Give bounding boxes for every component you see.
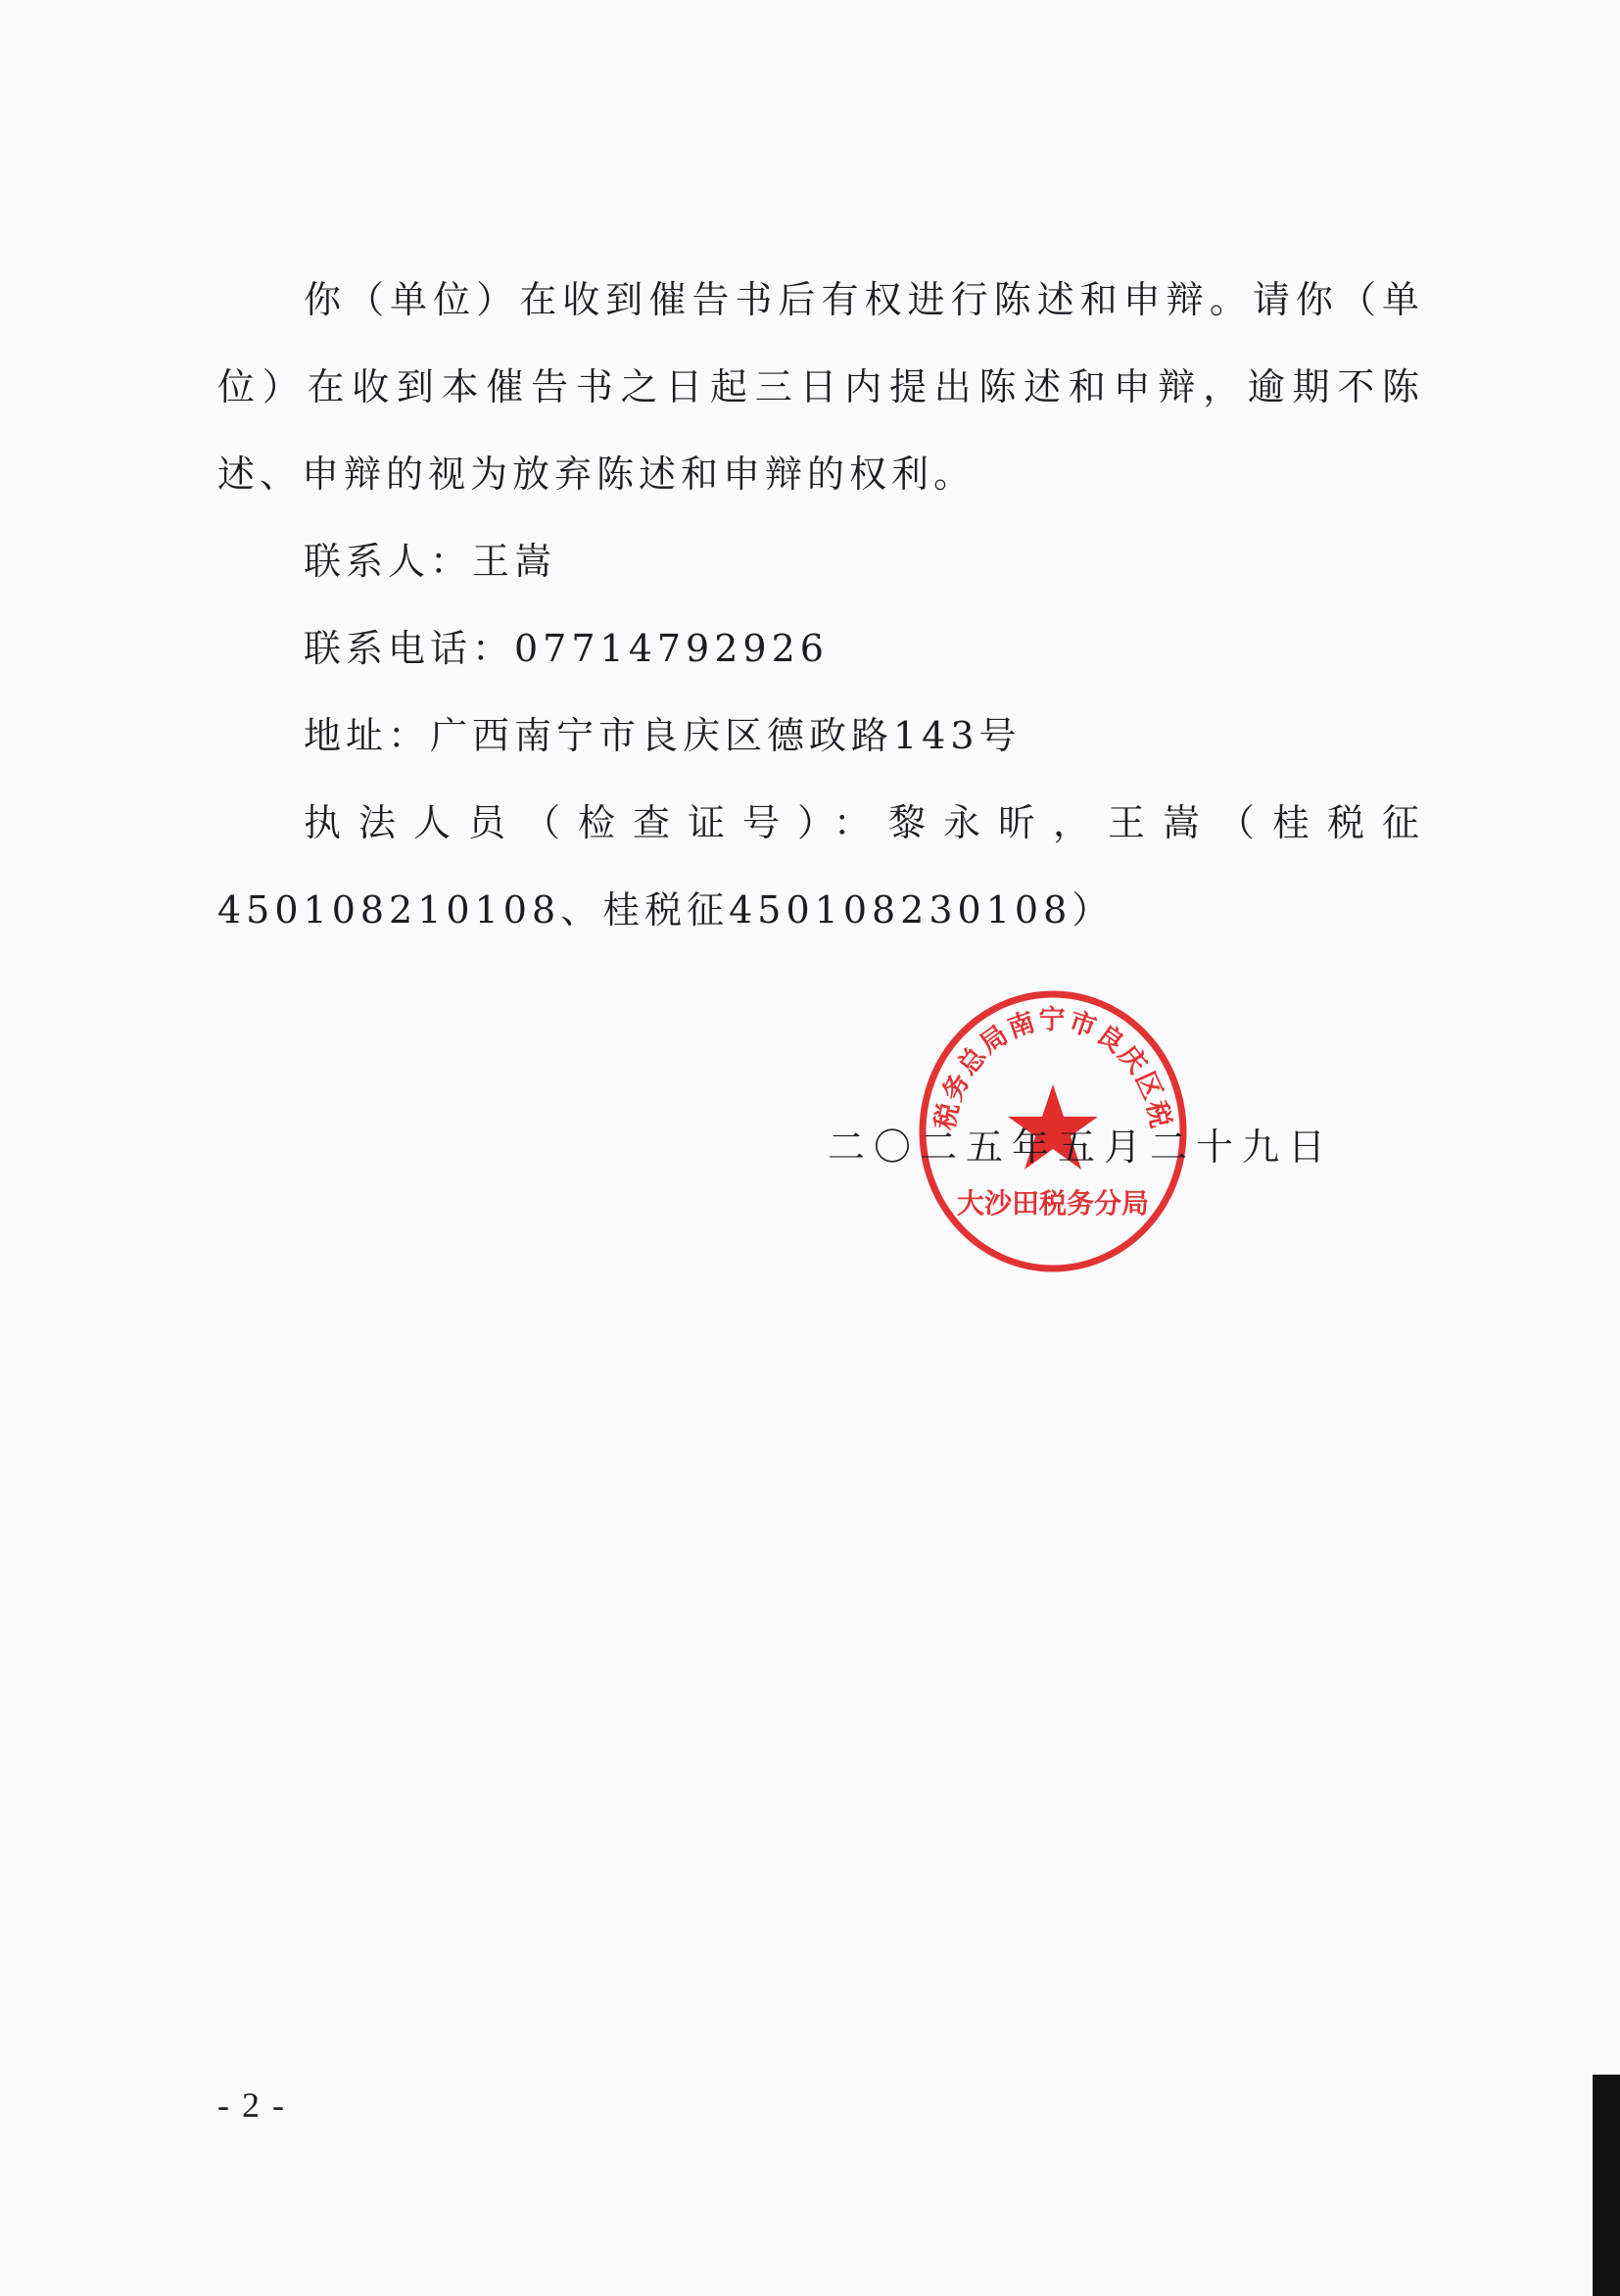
seal-ring-text: 税务总局南宁市良庆区税 [929, 1005, 1176, 1133]
contact-phone: 联系电话：07714792926 [304, 627, 829, 670]
document-body [217, 257, 1424, 954]
page-number: - 2 - [217, 2085, 286, 2125]
document-date: 二〇二五年五月二十九日 [828, 1125, 1335, 1169]
contact-person: 联系人：王嵩 [304, 540, 557, 583]
rights-paragraph: 你（单位）在收到催告书后有权进行陈述和申辩。请你（单位）在收到本催告书之日起三日内提出陈述和申辩，逾期不陈述、申辩的视为放弃陈述和申辩的权利。 [217, 278, 1424, 496]
address: 地址：广西南宁市良庆区德政路143号 [304, 714, 1022, 757]
scan-edge-mark [1593, 2075, 1620, 2296]
officers-line: 执法人员（检查证号）：黎永昕，王嵩（桂税征450108210108、桂税征450108230108） [217, 801, 1424, 932]
seal-bottom-text: 大沙田税务分局 [956, 1187, 1150, 1220]
